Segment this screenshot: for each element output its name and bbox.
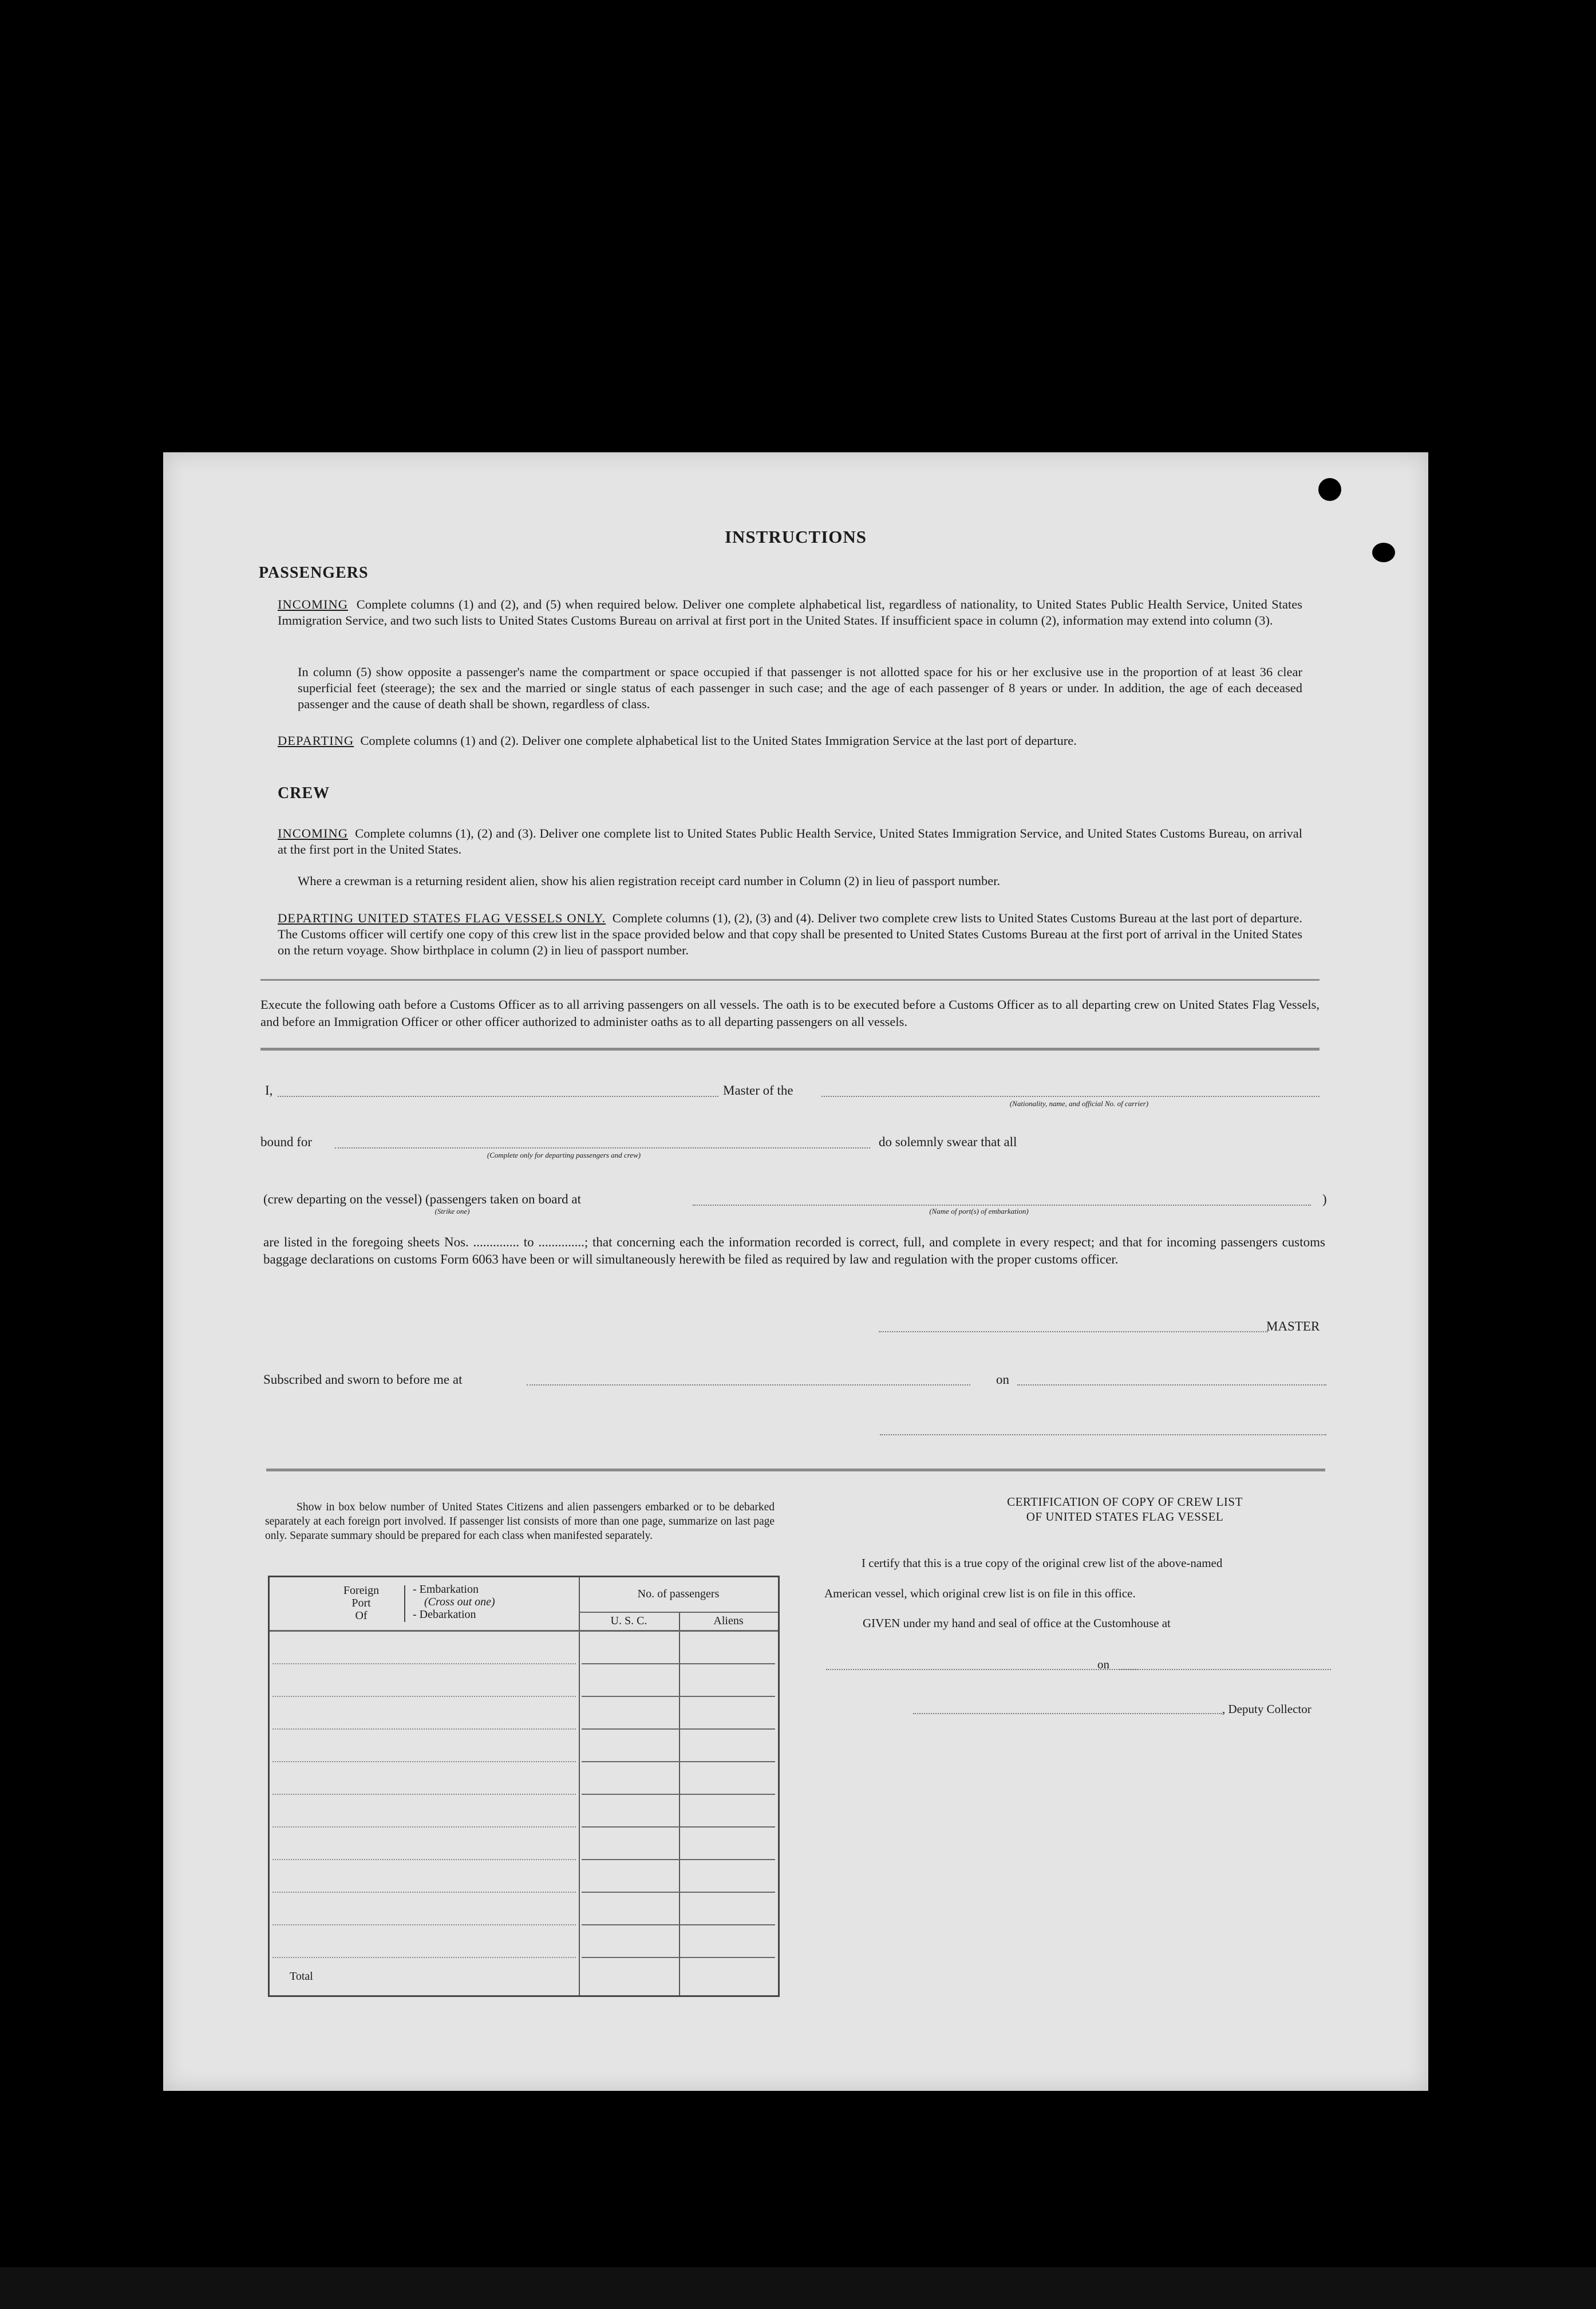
usc-header: U. S. C. [610, 1615, 647, 1627]
passengers-heading: PASSENGERS [259, 564, 369, 582]
divider [260, 1048, 1320, 1051]
port-entry-row[interactable] [272, 1794, 576, 1795]
master-of-label: Master of the [723, 1083, 793, 1098]
incoming-text: Complete columns (1) and (2), and (5) when required below. Deliver one complete alphabetical list, regardless of nationality, to United States Public Health Service, United States Immigration Service, and two such lists to United States Customs Bureau on arrival at first port in the United States. If insufficient space in column (2), information may extend into column (3). [278, 597, 1303, 627]
officer-signature-field[interactable] [880, 1434, 1326, 1435]
certification-line-3: GIVEN under my hand and seal of office at the Customhouse at [863, 1616, 1171, 1630]
certification-line-1: I certify that this is a true copy of the original crew list of the above-named [862, 1556, 1223, 1570]
sworn-date-field[interactable] [1017, 1384, 1326, 1386]
crew-incoming-label: INCOMING [278, 826, 348, 840]
port-entry-row[interactable] [272, 1761, 576, 1762]
aliens-header: Aliens [713, 1615, 744, 1627]
flag-vessel-label: DEPARTING UNITED STATES FLAG VESSELS ONLY. [278, 911, 606, 925]
subscribed-label: Subscribed and sworn to before me at [263, 1372, 463, 1387]
sworn-on-label: on [996, 1372, 1009, 1387]
carrier-caption: (Nationality, name, and official No. of carrier) [1009, 1099, 1149, 1108]
alien-crewman-paragraph: Where a crewman is a returning resident alien, show his alien registration receipt card number in Column (2) in lieu of passport number. [298, 874, 1001, 888]
crew-incoming-paragraph [278, 826, 1302, 858]
foreign-port-of-label: Foreign Port Of [343, 1584, 380, 1622]
departing-text: Complete columns (1) and (2). Deliver one complete alphabetical list to the United States Immigration Service at the last port of departure. [360, 733, 1077, 748]
oath-body: are listed in the foregoing sheets Nos. .............. to ..............; that concerning each the information recorded is correct, full, and complete in every respect; and that for incoming passengers customs baggage declarations on customs Form 6063 have been or will simultaneously herewith be filed as required by law and regulation with the proper customs officer. [263, 1235, 1325, 1266]
port-entry-row[interactable] [272, 1892, 576, 1893]
oath-i-label: I, [265, 1083, 273, 1098]
carrier-field[interactable] [821, 1096, 1320, 1097]
flag-vessel-text: Complete columns (1), (2), (3) and (4). Deliver two complete crew lists to United States Customs Bureau at the last port of departure. The Customs officer will certify one copy of this crew list in the space provided below and that copy shall be presented to United States Customs Bureau at the first port of arrival in the United States on the return voyage. Show birthplace in column (2) in lieu of passport number. [278, 911, 1303, 957]
strike-one-caption: (Strike one) [434, 1207, 470, 1215]
closing-paren: ) [1322, 1192, 1327, 1206]
page-title: INSTRUCTIONS [724, 527, 867, 547]
port-entry-row[interactable] [272, 1663, 576, 1664]
incoming-label: INCOMING [278, 597, 348, 611]
divider [266, 1469, 1325, 1471]
bound-for-caption: (Complete only for departing passengers and crew) [487, 1151, 641, 1159]
summary-instructions: Show in box below number of United States Citizens and alien passengers embarked or to be debarked separately at each foreign port involved. If passenger list consists of more than one page, summarize on last page only. Separate summary should be prepared for each class when manifested separately. [265, 1501, 775, 1542]
oath-instructions: Execute the following oath before a Customs Officer as to all arriving passengers on all vessels. The oath is to be executed before a Customs Officer as to all departing crew on United States Flag Vessels, and before an Immigration Officer or other officer authorized to administer oaths as to all departing passengers on all vessels. [260, 997, 1320, 1029]
crew-passengers-label: (crew departing on the vessel) (passengers taken on board at [263, 1192, 581, 1206]
master-signature-field[interactable] [879, 1331, 1268, 1332]
customhouse-field[interactable] [826, 1669, 1138, 1670]
port-of-embarkation-field[interactable] [693, 1205, 1311, 1206]
departing-label: DEPARTING [278, 733, 354, 748]
embarkation-debarkation-label: - Embarkation (Cross out one) - Debarkation [413, 1583, 495, 1621]
scan-border [0, 2267, 1596, 2309]
port-entry-row[interactable] [272, 1957, 576, 1958]
crew-incoming-text: Complete columns (1), (2) and (3). Deliver one complete list to United States Public Health Service, United States Immigration Service, and United States Customs Bureau, on arrival at the first port in the United States. [278, 826, 1302, 856]
port-caption: (Name of port(s) of embarkation) [929, 1207, 1029, 1215]
passengers-incoming-paragraph [278, 597, 1302, 629]
flag-vessel-paragraph [278, 910, 1302, 958]
form-page [163, 452, 1428, 2091]
port-entry-row[interactable] [272, 1859, 576, 1860]
master-name-field[interactable] [278, 1096, 718, 1097]
certification-line-2: American vessel, which original crew list is on file in this office. [824, 1586, 1136, 1600]
crew-heading: CREW [278, 784, 330, 802]
port-entry-row[interactable] [272, 1696, 576, 1697]
sworn-place-field[interactable] [527, 1384, 970, 1386]
bound-for-field[interactable] [335, 1147, 870, 1148]
deputy-signature-field[interactable] [913, 1713, 1222, 1714]
certification-heading: CERTIFICATION OF COPY OF CREW LIST OF UNITED STATES FLAG VESSEL [1007, 1495, 1243, 1523]
no-of-passengers-header: No. of passengers [637, 1588, 720, 1600]
deputy-collector-label: , Deputy Collector [1222, 1702, 1311, 1716]
port-entry-row[interactable] [272, 1924, 576, 1925]
certification-on-label: on [1097, 1657, 1109, 1671]
port-entry-row[interactable] [272, 1826, 576, 1828]
solemnly-swear-text: do solemnly swear that all [879, 1135, 1017, 1149]
passenger-summary-table [268, 1576, 780, 1997]
port-entry-row[interactable] [272, 1728, 576, 1730]
column5-paragraph: In column (5) show opposite a passenger's name the compartment or space occupied if that passenger is not allotted space for his or her exclusive use in the proportion of at least 36 clear superficial feet (steerage); the sex and the married or single status of each passenger in such case; and the age of each passenger of 8 years or under. In addition, the age of each deceased passenger and the cause of death shall be shown, regardless of class. [298, 665, 1302, 711]
divider [260, 979, 1320, 981]
master-label: MASTER [1266, 1319, 1320, 1333]
certification-date-field[interactable] [1116, 1669, 1331, 1670]
bound-for-label: bound for [260, 1135, 313, 1149]
punch-hole [1318, 478, 1341, 501]
total-label: Total [290, 1970, 313, 1983]
passengers-departing-paragraph [278, 733, 1302, 749]
